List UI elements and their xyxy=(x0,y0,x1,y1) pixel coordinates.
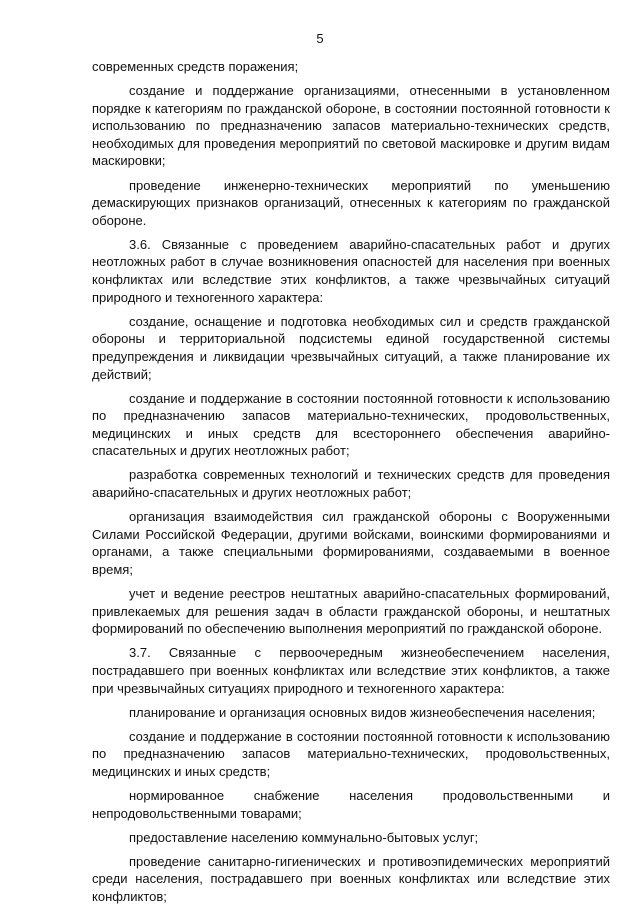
paragraph: разработка современных технологий и технических средств для проведения аварийно-спасательных и других неотложных работ; xyxy=(92,467,610,501)
paragraph: нормированное снабжение населения продовольственными и непродовольственными товарами; xyxy=(92,787,610,821)
paragraph: учет и ведение реестров нештатных аварийно-спасательных формирований, привлекаемых для решения задач в области гражданской обороны, и нештатных формирований по обеспечению выполнения мероприятий по гражданской обороне. xyxy=(92,586,610,637)
page-number: 5 xyxy=(316,31,324,46)
paragraph: создание и поддержание в состоянии постоянной готовности к использованию по предназначению запасов материально-технических, продовольственных, медицинских и иных средств для всестороннего обеспечения аварийно-спасательных и других неотложных работ; xyxy=(92,390,610,459)
paragraph: создание и поддержание организациями, отнесенными в установленном порядке к категориям по гражданской обороне, в состоянии постоянной готовности к использованию по предназначению запасов материально-технических средств, необходимых для проведения мероприятий по световой маскировке и другим видам маскировки; xyxy=(92,83,610,169)
paragraph: планирование и организация основных видов жизнеобеспечения населения; xyxy=(129,704,596,720)
paragraph: проведение санитарно-гигиенических и противоэпидемических мероприятий среди населения, пострадавшего при военных конфликтах или вследствие этих конфликтов; xyxy=(92,853,610,904)
section-heading-paragraph: 3.7. Связанные с первоочередным жизнеобеспечением населения, пострадавшего при военных конфликтах или вследствие этих конфликтов, а также при чрезвычайных ситуациях природного и техногенного характера: xyxy=(92,645,610,696)
paragraph: современных средств поражения; xyxy=(92,59,299,74)
paragraph: создание, оснащение и подготовка необходимых сил и средств гражданской обороны и территориальной подсистемы единой государственной системы предупреждения и ликвидации чрезвычайных ситуаций, а также планирование их действий; xyxy=(92,313,610,382)
paragraph: создание и поддержание в состоянии постоянной готовности к использованию по предназначению запасов материально-технических, продовольственных, медицинских и иных средств; xyxy=(92,728,610,779)
paragraph: организация взаимодействия сил гражданской обороны с Вооруженными Силами Российской Федерации, другими войсками, воинскими формированиями и органами, а также специальными формированиями, создаваемыми в военное время; xyxy=(92,509,610,577)
section-heading-paragraph: 3.6. Связанные с проведением аварийно-спасательных работ и других неотложных работ в случае возникновения опасностей для населения при военных конфликтах или вследствие этих конфликтов, а также чрезвычайных ситуаций природного и техногенного характера: xyxy=(92,236,610,305)
paragraph: проведение инженерно-технических мероприятий по уменьшению демаскирующих признаков организаций, отнесенных к категориям по гражданской обороне. xyxy=(92,177,610,228)
document-body xyxy=(92,58,610,912)
paragraph: предоставление населению коммунально-бытовых услуг; xyxy=(129,829,479,845)
